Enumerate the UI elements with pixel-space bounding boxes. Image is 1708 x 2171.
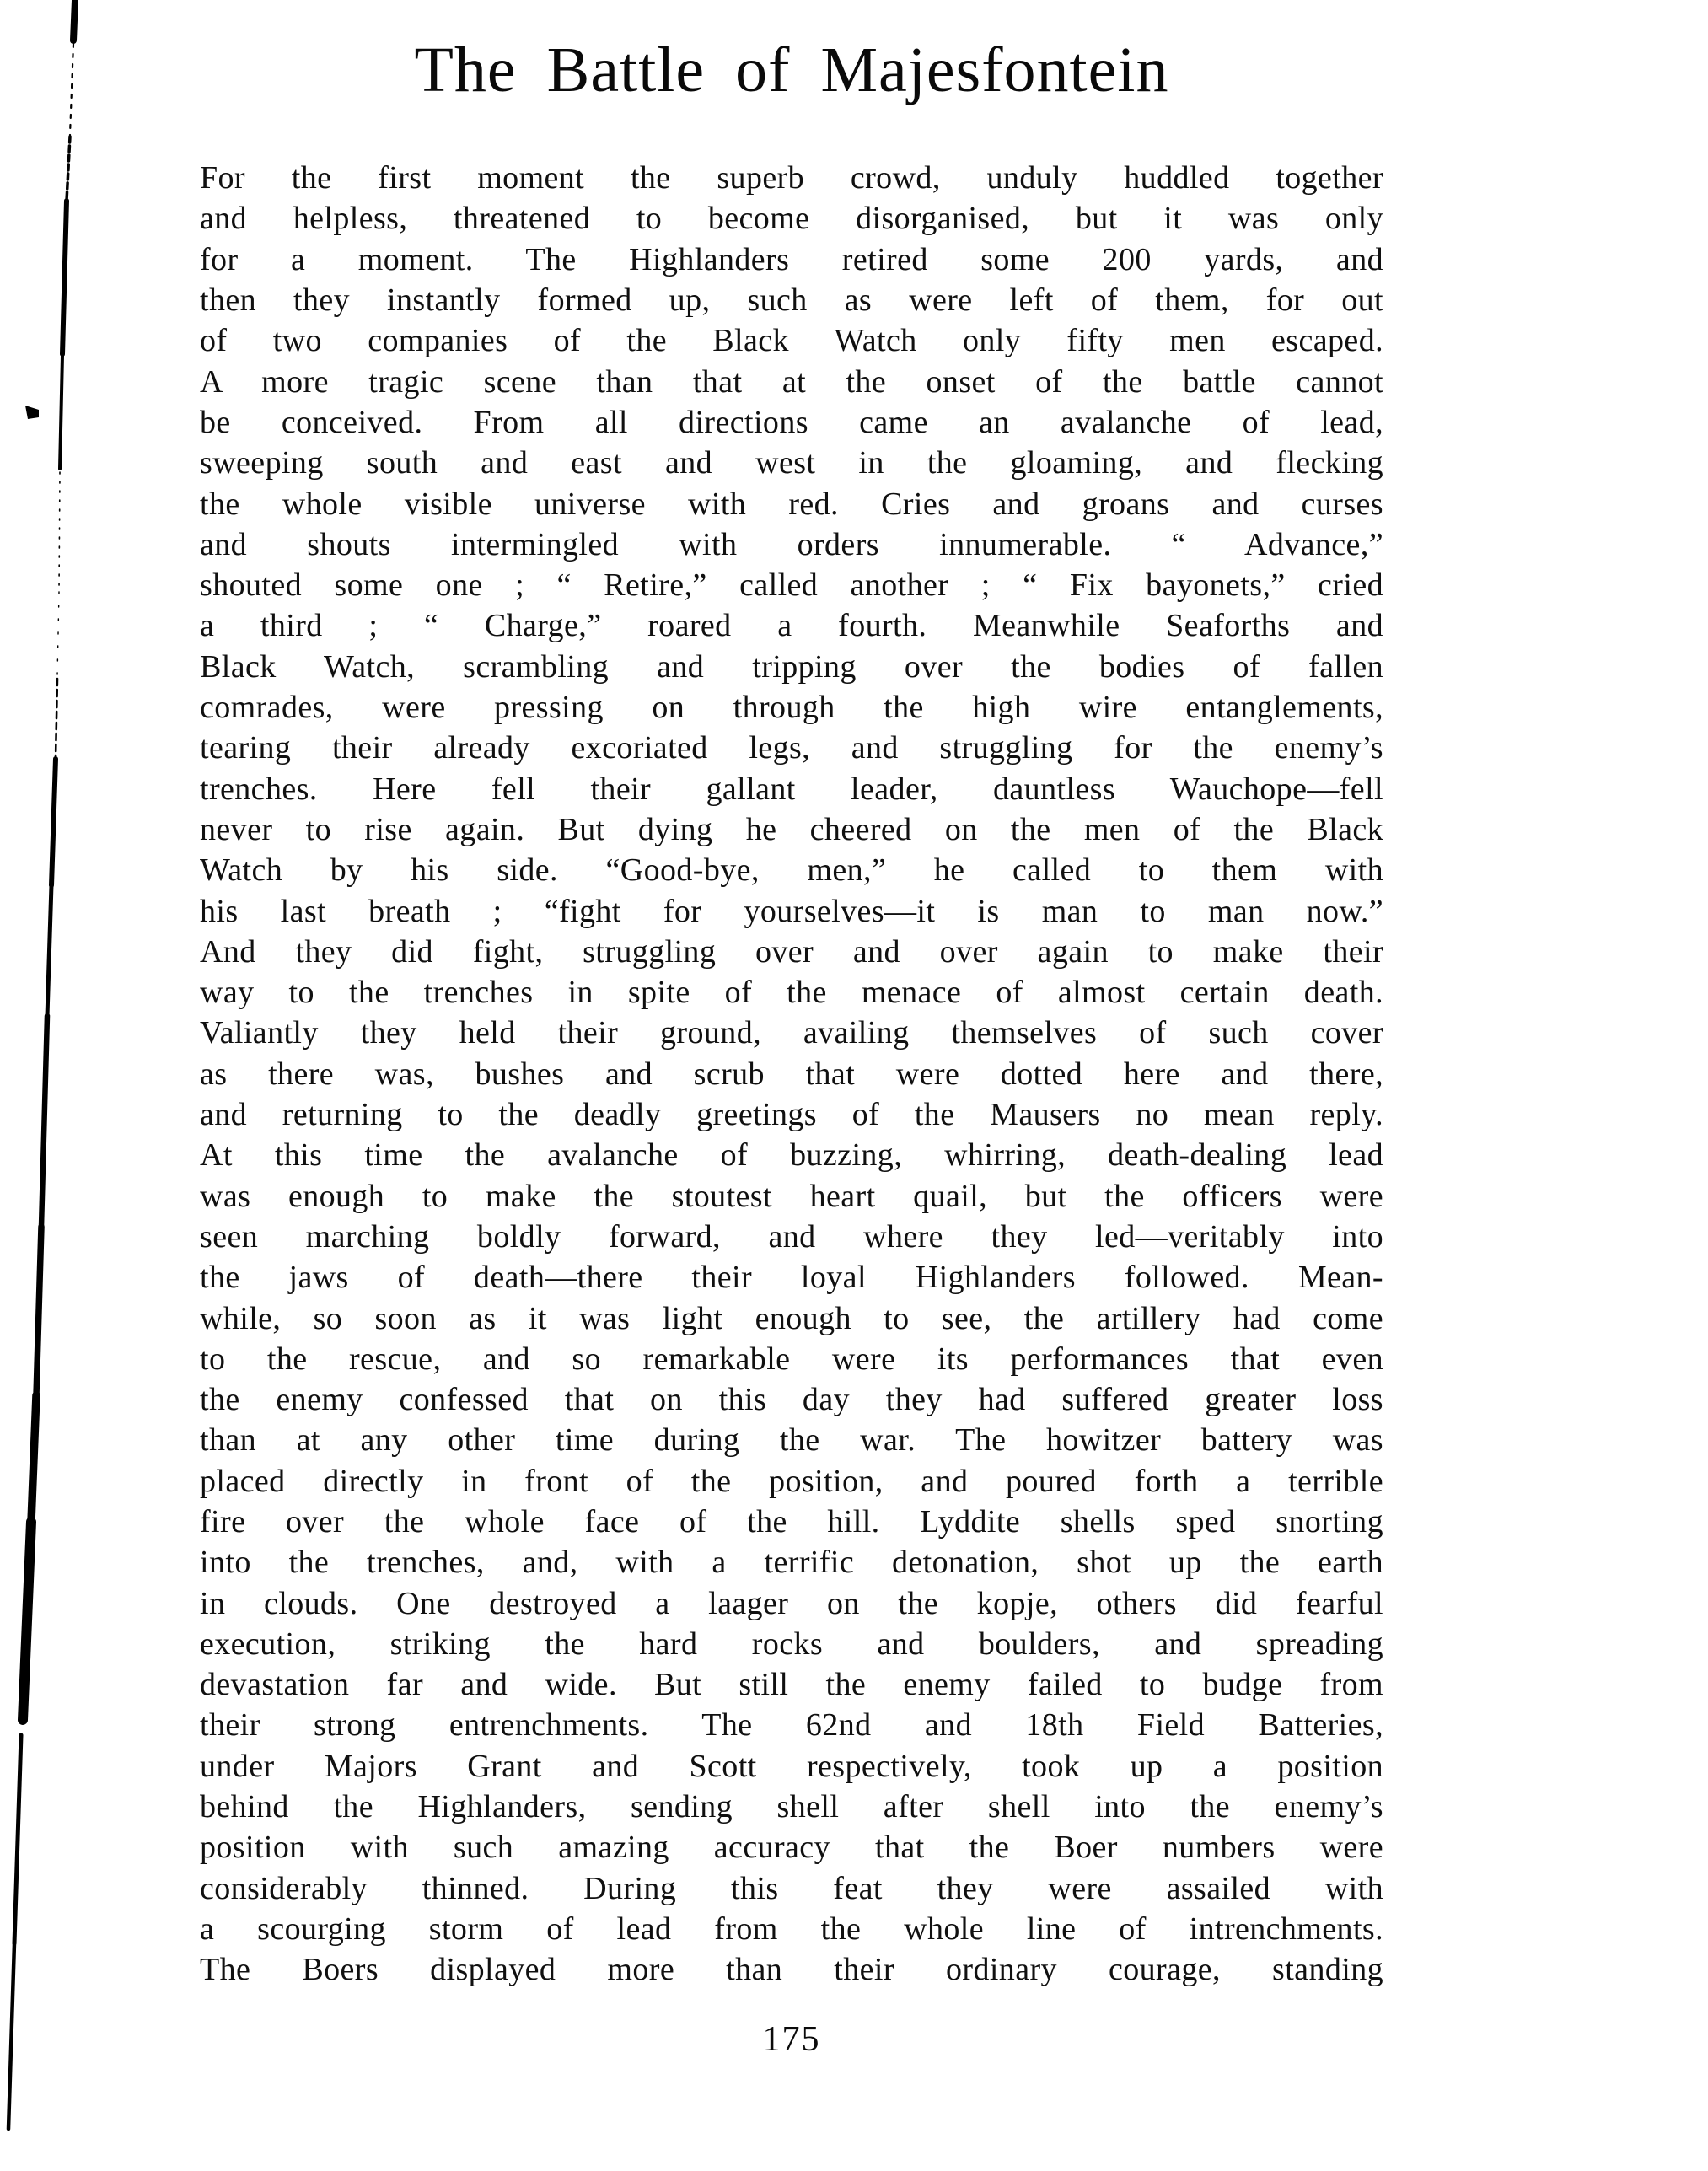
text-line: fire over the whole face of the hill. Lyddite shells sped snorting (200, 1503, 1383, 1540)
text-line: shouted some one ; “ Retire,” called another ; “ Fix bayonets,” cried (200, 567, 1383, 604)
text-line: for a moment. The Highlanders retired some 200 yards, and (200, 241, 1383, 277)
text-line: placed directly in front of the position, and poured forth a terrible (200, 1463, 1383, 1499)
article-lines (200, 158, 1383, 1990)
text-line: seen marching boldly forward, and where they led—veritably into (200, 1218, 1383, 1255)
text-line: the enemy confessed that on this day they had suffered greater loss (200, 1382, 1383, 1418)
text-line: never to rise again. But dying he cheered on the men of the Black (200, 811, 1383, 847)
text-line: comrades, were pressing on through the high wire entanglements, (200, 690, 1383, 726)
text-line: A more tragic scene than that at the onset of the battle cannot (200, 363, 1383, 400)
text-line: way to the trenches in spite of the menace of almost certain death. (200, 975, 1383, 1011)
text-line: and returning to the deadly greetings of the Mausers no mean reply. (200, 1097, 1383, 1133)
scan-edge-artifact (0, 0, 110, 2171)
text-line: of two companies of the Black Watch only fifty men escaped. (200, 323, 1383, 359)
text-line: trenches. Here fell their gallant leader, dauntless Wauchope—fell (200, 771, 1383, 807)
text-line: For the first moment the superb crowd, unduly huddled together (200, 160, 1383, 196)
text-line: was enough to make the stoutest heart quail, but the officers were (200, 1178, 1383, 1214)
text-line: Watch by his side. “Good-bye, men,” he called to them with (200, 852, 1383, 889)
text-line: Black Watch, scrambling and tripping over the bodies of fallen (200, 648, 1383, 685)
text-line: to the rescue, and so remarkable were its performances that even (200, 1341, 1383, 1377)
text-line: the jaws of death—there their loyal Highlanders followed. Mean- (200, 1260, 1383, 1296)
text-line: devastation far and wide. But still the enemy failed to budge from (200, 1667, 1383, 1703)
text-line: then they instantly formed up, such as were left of them, for out (200, 282, 1383, 319)
text-line: into the trenches, and, with a terrific detonation, shot up the earth (200, 1545, 1383, 1581)
text-line: And they did fight, struggling over and over again to make their (200, 933, 1383, 970)
text-line: The Boers displayed more than their ordinary courage, standing (200, 1952, 1383, 1988)
text-line: their strong entrenchments. The 62nd and 18th Field Batteries, (200, 1707, 1383, 1744)
text-line: in clouds. One destroyed a laager on the kopje, others did fearful (200, 1585, 1383, 1621)
text-line: and helpless, threatened to become disorganised, but it was only (200, 201, 1383, 237)
text-line: under Majors Grant and Scott respectively, took up a position (200, 1748, 1383, 1784)
text-line: and shouts intermingled with orders innumerable. “ Advance,” (200, 526, 1383, 562)
text-line: as there was, bushes and scrub that were dotted here and there, (200, 1056, 1383, 1092)
page (200, 32, 1383, 2060)
text-line: considerably thinned. During this feat they were assailed with (200, 1870, 1383, 1906)
text-line: Valiantly they held their ground, availing themselves of such cover (200, 1015, 1383, 1051)
text-line: sweeping south and east and west in the gloaming, and flecking (200, 445, 1383, 481)
text-line: behind the Highlanders, sending shell after shell into the enemy’s (200, 1789, 1383, 1825)
page-number: 175 (762, 2019, 821, 2059)
text-line: than at any other time during the war. The howitzer battery was (200, 1422, 1383, 1459)
text-line: tearing their already excoriated legs, and struggling for the enemy’s (200, 730, 1383, 766)
text-line: position with such amazing accuracy that the Boer numbers were (200, 1830, 1383, 1866)
text-line: At this time the avalanche of buzzing, whirring, death-dealing lead (200, 1137, 1383, 1174)
text-line: execution, striking the hard rocks and boulders, and spreading (200, 1626, 1383, 1662)
text-line: a third ; “ Charge,” roared a fourth. Meanwhile Seaforths and (200, 608, 1383, 644)
text-line: his last breath ; “fight for yourselves—it is man to man now.” (200, 893, 1383, 929)
text-line: the whole visible universe with red. Cries and groans and curses (200, 486, 1383, 522)
page-title: The Battle of Majesfontein (414, 35, 1169, 105)
text-line: a scourging storm of lead from the whole line of intrenchments. (200, 1910, 1383, 1947)
text-line: while, so soon as it was light enough to see, the artillery had come (200, 1300, 1383, 1336)
text-line: be conceived. From all directions came an avalanche of lead, (200, 404, 1383, 440)
